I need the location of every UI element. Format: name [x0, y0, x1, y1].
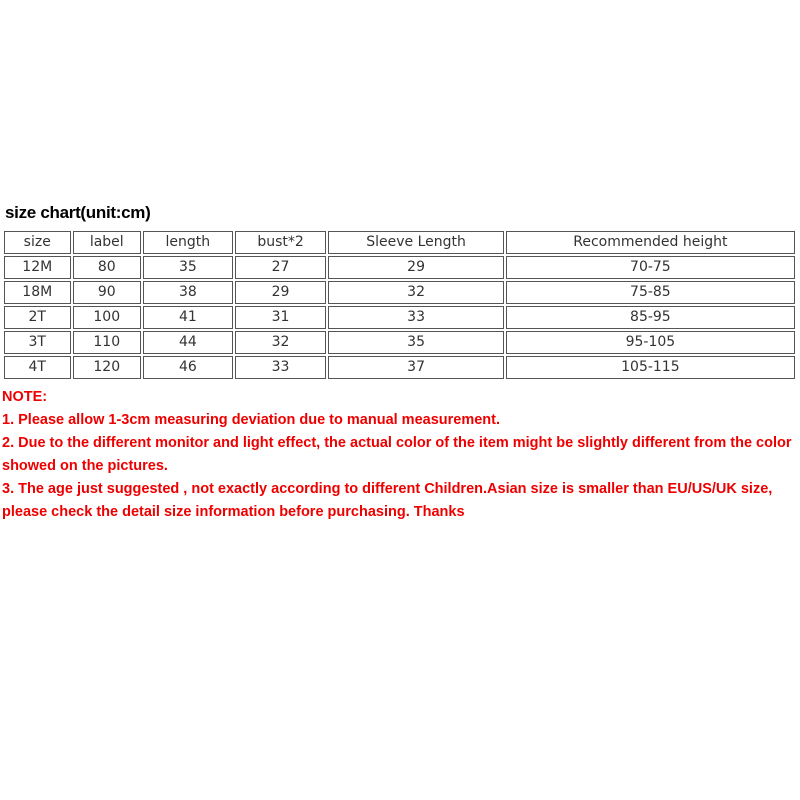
note-heading: NOTE:	[2, 389, 48, 405]
cell-recommended-height: 85-95	[506, 306, 795, 329]
cell-recommended-height: 70-75	[506, 256, 795, 279]
table-row	[4, 256, 795, 279]
cell-length: 38	[143, 281, 233, 304]
cell-recommended-height: 95-105	[506, 331, 795, 354]
cell-length: 41	[143, 306, 233, 329]
cell-bust: 33	[235, 356, 327, 379]
cell-label: 90	[73, 281, 142, 304]
cell-size: 12M	[4, 256, 71, 279]
table-row	[4, 281, 795, 304]
cell-size: 4T	[4, 356, 71, 379]
cell-label: 80	[73, 256, 142, 279]
note-item: 2. Due to the different monitor and light effect, the actual color of the item might be slightly different from the color showed on the pictures.	[2, 435, 792, 474]
cell-size: 3T	[4, 331, 71, 354]
table-header-row	[4, 231, 795, 254]
header-sleeve-length: Sleeve Length	[328, 231, 503, 254]
cell-sleeve-length: 33	[328, 306, 503, 329]
header-length: length	[143, 231, 233, 254]
header-recommended-height: Recommended height	[506, 231, 795, 254]
cell-sleeve-length: 35	[328, 331, 503, 354]
size-chart-title: size chart(unit:cm)	[5, 203, 151, 222]
cell-bust: 29	[235, 281, 327, 304]
cell-length: 35	[143, 256, 233, 279]
cell-sleeve-length: 29	[328, 256, 503, 279]
cell-size: 18M	[4, 281, 71, 304]
table-row	[4, 356, 795, 379]
cell-length: 44	[143, 331, 233, 354]
cell-label: 120	[73, 356, 142, 379]
header-bust: bust*2	[235, 231, 327, 254]
header-size: size	[4, 231, 71, 254]
header-label: label	[73, 231, 142, 254]
cell-length: 46	[143, 356, 233, 379]
cell-recommended-height: 75-85	[506, 281, 795, 304]
cell-label: 100	[73, 306, 142, 329]
table-row	[4, 306, 795, 329]
cell-recommended-height: 105-115	[506, 356, 795, 379]
cell-bust: 27	[235, 256, 327, 279]
size-table	[2, 229, 797, 381]
table-row	[4, 331, 795, 354]
note-item: 1. Please allow 1-3cm measuring deviation due to manual measurement.	[2, 412, 501, 428]
cell-bust: 31	[235, 306, 327, 329]
note-item: 3. The age just suggested , not exactly according to different Children.Asian size is smaller than EU/US/UK size, please check the detail size information before purchasing. Thanks	[2, 481, 773, 520]
cell-bust: 32	[235, 331, 327, 354]
cell-sleeve-length: 37	[328, 356, 503, 379]
notes-section	[2, 386, 798, 524]
cell-sleeve-length: 32	[328, 281, 503, 304]
cell-label: 110	[73, 331, 142, 354]
cell-size: 2T	[4, 306, 71, 329]
